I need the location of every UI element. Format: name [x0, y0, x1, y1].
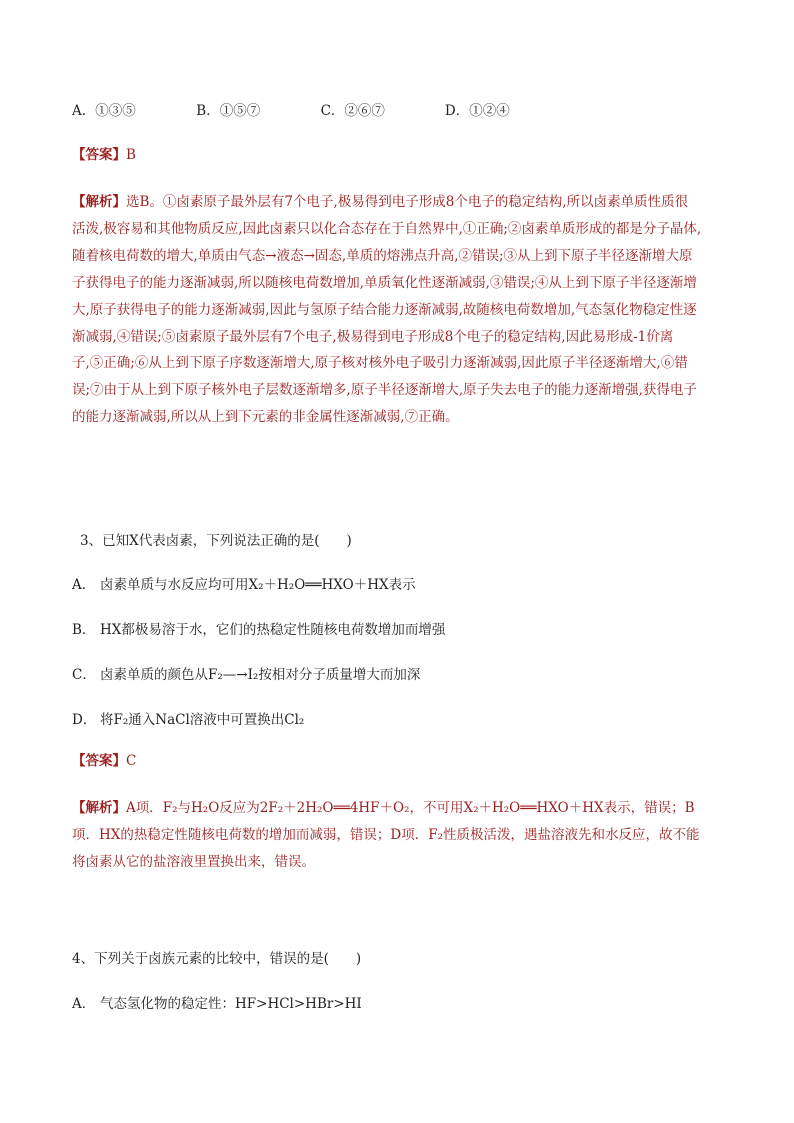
option-c: C．②⑥⑦: [320, 103, 385, 119]
choice-letter: C．: [72, 667, 96, 683]
choice-letter: A．: [72, 996, 96, 1012]
q4-choice-a: [72, 992, 362, 1012]
analysis-line: 将卤素从它的盐溶液里置换出来，错误。: [72, 853, 315, 870]
analysis-line: 项．HX的热稳定性随核电荷数的增加而减弱，错误；D项．F₂性质极活泼，遇盐溶液先和水反应，故不能: [72, 826, 700, 843]
q3-choice-a: [72, 573, 416, 593]
analysis-line: 随着核电荷数的增大,单质由气态→液态→固态,单质的熔沸点升高,②错误;③从上到下原子半径逐渐增大原: [72, 247, 693, 264]
q3-choice-c: [72, 663, 420, 683]
choice-text: 卤素单质与水反应均可用X₂＋H₂O══HXO＋HX表示: [100, 577, 416, 593]
analysis-line: 大,原子获得电子的能力逐渐减弱,因此与氢原子结合能力逐渐减弱,故随核电荷数增加,气态氢化物稳定性逐: [72, 301, 697, 318]
choice-text: 卤素单质的颜色从F₂—→I₂按相对分子质量增大而加深: [100, 667, 421, 683]
analysis-line: 的能力逐渐减弱,所以从上到下元素的非金属性逐渐减弱,⑦正确。: [72, 409, 459, 426]
q3-choice-d: [72, 708, 304, 728]
choice-text: HX都极易溶于水，它们的热稳定性随核电荷数增加而增强: [100, 622, 446, 638]
q2-analysis: [72, 189, 726, 431]
answer-value: B: [126, 147, 136, 163]
previous-question-options: [72, 101, 510, 121]
answer-label: 【答案】: [72, 753, 126, 769]
analysis-line: 活泼,极容易和其他物质反应,因此卤素只以化合态存在于自然界中,①正确;②卤素单质形成的都是分子晶体,: [72, 220, 702, 237]
option-b: B．①⑤⑦: [196, 103, 261, 119]
analysis-line: 误;⑦由于从上到下原子核外电子层数逐渐增多,原子半径逐渐增大,原子失去电子的能力逐渐增强,获得电子: [72, 382, 697, 399]
choice-letter: B．: [72, 622, 96, 638]
analysis-line: 渐减弱,④错误;⑤卤素原子最外层有7个电子,极易得到电子形成8个电子的稳定结构,因此易形成-1价离: [72, 328, 674, 345]
q3-title: 3、已知X代表卤素，下列说法正确的是( ): [80, 533, 352, 549]
choice-letter: A．: [72, 577, 96, 593]
answer-value: C: [126, 753, 137, 769]
analysis-label: 【解析】: [72, 800, 126, 816]
choice-letter: D．: [72, 712, 97, 728]
analysis-line: A项．F₂与H₂O反应为2F₂＋2H₂O══4HF＋O₂，不可用X₂＋H₂O══HXO＋HX表示，错误；B: [126, 800, 695, 816]
q3-answer: [72, 751, 136, 771]
choice-text: 将F₂通入NaCl溶液中可置换出Cl₂: [100, 712, 305, 728]
q3-analysis: [72, 795, 726, 876]
option-d: D．①②④: [444, 103, 510, 119]
option-a: A．①③⑤: [72, 103, 136, 119]
choice-text: 气态氢化物的稳定性：HF>HCl>HBr>HI: [100, 996, 362, 1012]
q3-choice-b: [72, 618, 445, 638]
q4-title: 4、下列关于卤族元素的比较中，错误的是( ): [72, 951, 362, 967]
analysis-line: 子,⑤正确;⑥从上到下原子序数逐渐增大,原子核对核外电子吸引力逐渐减弱,因此原子半径逐渐增大,⑥错: [72, 355, 688, 372]
q2-answer: [72, 145, 136, 165]
analysis-label: 【解析】: [72, 194, 126, 210]
answer-label: 【答案】: [72, 147, 126, 163]
analysis-line: 选B。①卤素原子最外层有7个电子,极易得到电子形成8个电子的稳定结构,所以卤素单质性质很: [126, 194, 689, 210]
analysis-line: 子获得电子的能力逐渐减弱,所以随核电荷数增加,单质氧化性逐渐减弱,③错误;④从上到下原子半径逐渐增: [72, 274, 697, 291]
